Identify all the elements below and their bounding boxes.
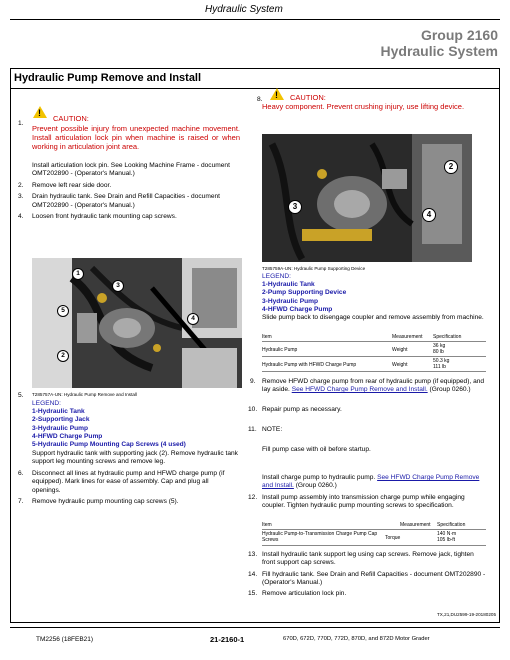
table-cell: Hydraulic Pump <box>262 347 298 353</box>
caution-icon <box>270 88 284 100</box>
step-5-number: 5. <box>18 392 24 399</box>
step-9-text: Remove HFWD charge pump from rear of hydraulic pump (if equipped), and lay aside. See HFWD Charge Pump Remove and Install. (Group 0260.) <box>262 378 485 394</box>
step-9-number: 9. <box>250 378 256 385</box>
callout-1: 1 <box>72 268 84 280</box>
table-header-specification: Specification <box>433 334 462 340</box>
table-header-measurement: Measurement <box>400 522 431 528</box>
table-cell: 105 lb-ft <box>437 537 456 543</box>
footer-manual: TM2256 (18FEB21) <box>36 636 94 643</box>
table-rule <box>262 356 486 357</box>
table-header-item: Item <box>262 334 272 340</box>
legend-2-title: LEGEND: <box>262 273 291 280</box>
caution-8-text: Heavy component. Prevent crushing injury, use lifting device. <box>262 102 465 111</box>
table-cell: Torque <box>385 535 401 541</box>
step-10-number: 10. <box>248 406 258 413</box>
group-heading <box>381 27 499 59</box>
table-cell: Weight <box>392 362 408 368</box>
document-id: TX,21,DU2599-19-20180205 <box>437 612 496 617</box>
footer-models: 670D, 672D, 770D, 772D, 870D, and 872D Motor Grader <box>283 636 430 642</box>
running-title: Hydraulic System <box>205 4 283 15</box>
table-cell: 80 lb <box>433 349 444 355</box>
legend-item: 4-HFWD Charge Pump <box>262 305 333 313</box>
caution-1-text: Prevent possible injury from unexpected machine movement. Install articulation lock pin when machine is raised or when working in articulation joint area. <box>32 124 240 151</box>
callout-3: 3 <box>288 200 302 214</box>
figure-2-caption: T285759A-UN: Hydraulic Pump Supporting Device <box>262 266 366 271</box>
section-title: Hydraulic Pump Remove and Install <box>14 72 202 84</box>
legend-2 <box>262 281 482 314</box>
group-name: Hydraulic System <box>380 43 498 59</box>
legend-item: 5-Hydraulic Pump Mounting Cap Screws (4 used) <box>32 441 186 449</box>
group-number: Group 2160 <box>420 27 498 43</box>
table-cell: Hydraulic Pump with HFWD Charge Pump <box>262 362 357 368</box>
callout-2: 2 <box>57 350 69 362</box>
callout-5: 5 <box>57 305 69 317</box>
table-header-item: Item <box>262 522 272 528</box>
table-cell: Hydraulic Pump-to-Transmission Charge Pump Cap Screws <box>262 531 378 543</box>
hydraulic-pump-photo <box>32 258 242 388</box>
note-text: Fill pump case with oil before startup. <box>262 446 371 453</box>
caution-label: CAUTION: <box>53 114 89 123</box>
table-rule <box>262 545 486 546</box>
pump-support-illustration <box>262 134 472 262</box>
note-label: NOTE: <box>262 426 283 433</box>
table-header-specification: Specification <box>437 522 466 528</box>
step-5-text: Support hydraulic tank with supporting jack (2). Remove hydraulic tank support leg mounting screws and remove leg. <box>32 450 238 466</box>
list-item: 15. Remove articulation lock pin. <box>248 590 347 598</box>
steps-6-7 <box>18 470 243 506</box>
hfwd-charge-pump-link[interactable]: See HFWD Charge Pump Remove and Install. <box>291 386 428 394</box>
callout-3: 3 <box>112 280 124 292</box>
legend-item: 1-Hydraulic Tank <box>262 281 315 288</box>
steps-13-15 <box>248 551 488 598</box>
callout-2: 2 <box>444 160 458 174</box>
table-rule <box>262 529 486 530</box>
table-header-measurement: Measurement <box>392 334 423 340</box>
legend-item: 4-HFWD Charge Pump <box>32 432 103 440</box>
step-12-number: 12. <box>248 494 258 501</box>
legend-item: 3-Hydraulic Pump <box>32 424 89 432</box>
section-rule <box>10 88 500 89</box>
header-rule <box>10 19 500 20</box>
list-item: 7. Remove hydraulic pump mounting cap screws (5). <box>18 497 179 505</box>
table-cell: 50.3 kg <box>433 358 450 364</box>
hydraulic-pump-illustration <box>32 258 242 388</box>
list-item: 6. Disconnect all lines at hydraulic pump and HFWD charge pump (if equipped). Mark lines for ease of assembly. Cap and plug all openings. <box>18 470 225 494</box>
step-1-text: Install articulation lock pin. See Looking Machine Frame - document OMT202890 - (Operator's Manual.) <box>32 162 230 178</box>
list-item: 3. Drain hydraulic tank. See Drain and Refill Capacities - document OMT202890 - (Operator's Manual.) <box>18 193 221 209</box>
caution-icon <box>33 106 47 118</box>
steps-2-4 <box>18 182 243 221</box>
step-1-number: 1. <box>18 120 24 127</box>
hfwd-charge-pump-link[interactable]: See HFWD Charge Pump Remove and Install. <box>262 474 480 490</box>
legend-item: 1-Hydraulic Tank <box>32 408 85 415</box>
footer-page: 21-2160-1 <box>210 635 245 644</box>
list-item: 2. Remove left rear side door. <box>18 182 112 189</box>
table-cell: 140 N·m <box>437 531 457 537</box>
caution-label: CAUTION: <box>290 93 326 102</box>
step-8-number: 8. <box>257 96 263 103</box>
step-11-number: 11. <box>248 426 257 433</box>
table-rule <box>262 371 486 372</box>
callout-4: 4 <box>187 313 199 325</box>
step-12-text: Install pump assembly into transmission charge pump while engaging coupler. Tighten hydraulic pump mounting screws to specification. <box>262 494 465 510</box>
legend-item: 2-Pump Supporting Device <box>262 289 347 297</box>
list-item: 14. Fill hydraulic tank. See Drain and Refill Capacities - document OMT202890 - (Operator's Manual.) <box>248 570 486 586</box>
table-cell: 36 kg <box>433 343 446 349</box>
legend-1 <box>32 408 242 449</box>
legend-item: 2-Supporting Jack <box>32 416 90 424</box>
step-10-text: Repair pump as necessary. <box>262 406 342 413</box>
list-item: 13. Install hydraulic tank support leg using cap screws. Remove jack, tighten front support cap screws. <box>248 551 474 567</box>
legend-item: 3-Hydraulic Pump <box>262 297 319 305</box>
figure-1-caption: T285757A-UN: Hydraulic Pump Remove and Install <box>32 392 137 397</box>
table-cell: Weight <box>392 347 408 353</box>
install-charge-pump-text: Install charge pump to hydraulic pump. See HFWD Charge Pump Remove and Install. (Group 0260.) <box>262 474 480 490</box>
step-8-text: Slide pump back to disengage coupler and remove assembly from machine. <box>262 314 484 321</box>
list-item: 4. Loosen front hydraulic tank mounting cap screws. <box>18 212 177 220</box>
legend-1-title: LEGEND: <box>32 400 61 407</box>
table-cell: 111 lb <box>433 364 446 370</box>
table-rule <box>262 341 486 342</box>
footer-rule <box>10 627 500 628</box>
callout-4: 4 <box>422 208 436 222</box>
pump-support-photo <box>262 134 472 262</box>
